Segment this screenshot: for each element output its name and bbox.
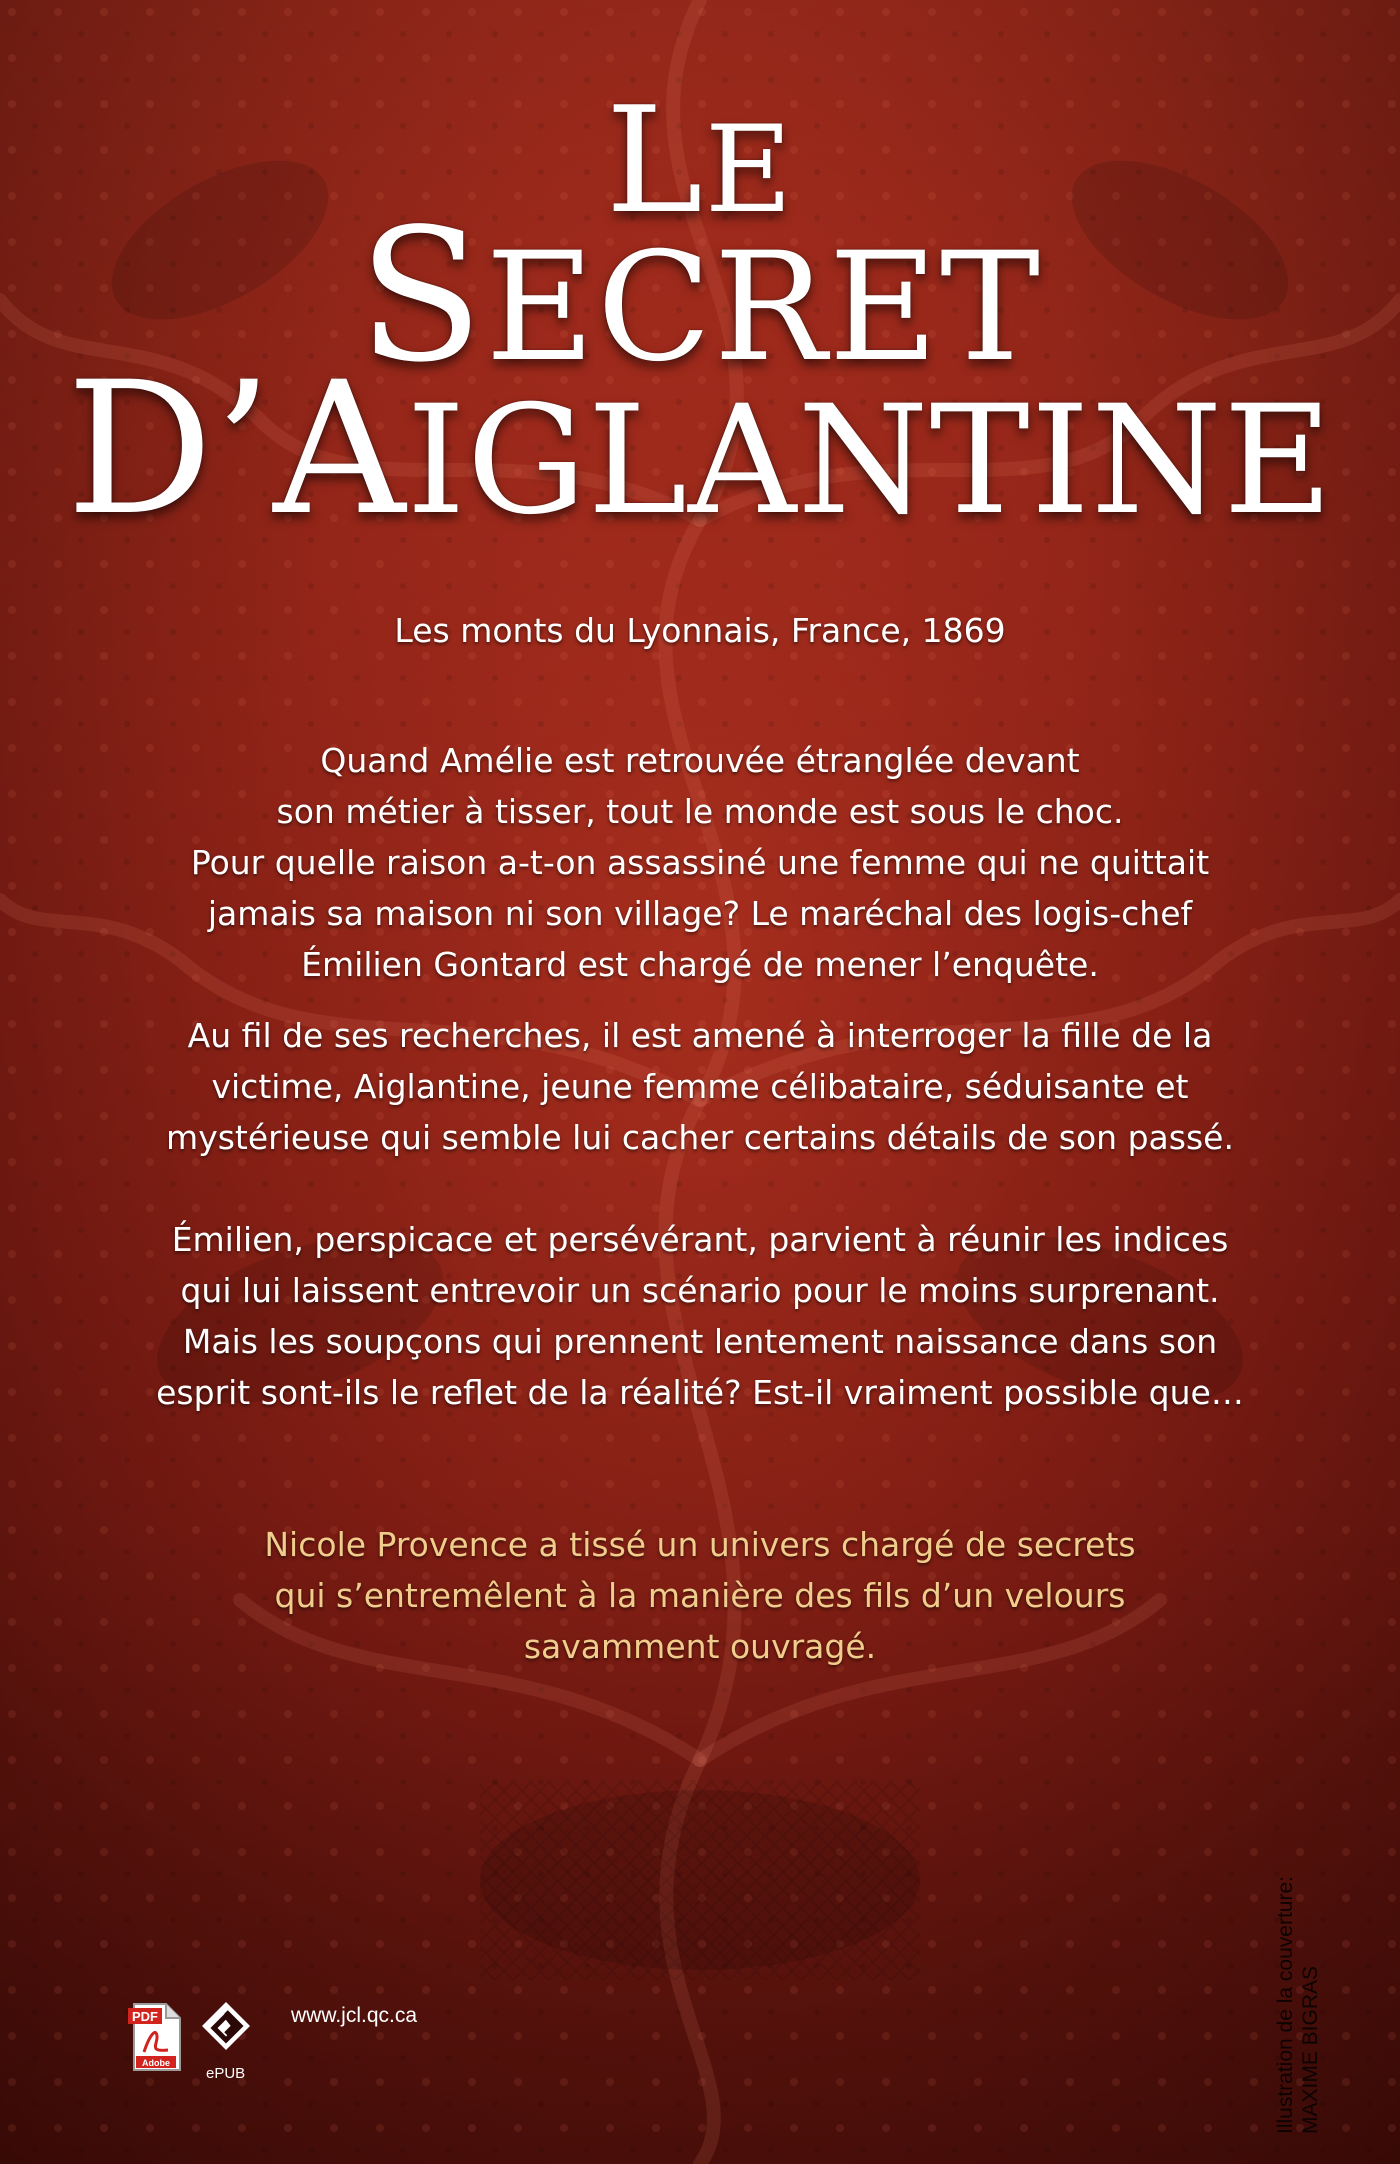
synopsis-paragraph-3: Émilien, perspicace et persévérant, parvient à réunir les indices qui lui laissent entrevoir un scénario pour le moins surprenant. Mais les soupçons qui prennent lentement naissance dans son esprit sont-ils le reflet de la réalité? Est-il vraiment possible que… [156, 1220, 1244, 1412]
epub-label: ePUB [206, 2065, 246, 2082]
synopsis-paragraph-2: Au fil de ses recherches, il est amené à interroger la fille de la victime, Aiglantine, jeune femme célibataire, séduisante et mystérieuse qui semble lui cacher certains détails de son passé. [166, 1016, 1234, 1157]
tagline: Nicole Provence a tissé un univers chargé de secrets qui s’entremêlent à la manière des fils d’un velours savamment ouvragé. [264, 1525, 1136, 1666]
adobe-pdf-icon [128, 2000, 184, 2074]
title-line-3: D’AIGLANTINE [66, 343, 1334, 556]
cover-illustration-credit: Illustration de la couverture: MAXIME BIGRAS [1274, 1876, 1322, 2134]
title-line-2: SECRET [357, 190, 1043, 403]
setting-line: Les monts du Lyonnais, France, 1869 [394, 611, 1006, 650]
pdf-badge-text: PDF [132, 2009, 158, 2024]
epub-icon [200, 2000, 252, 2058]
title-line-1: LE [605, 75, 795, 246]
pdf-brand-text: Adobe [142, 2058, 170, 2068]
synopsis-paragraph-1: Quand Amélie est retrouvée étranglée devant son métier à tisser, tout le monde est sous le choc. Pour quelle raison a-t-on assassiné une femme qui ne quittait jamais sa maison ni son village? Le maréchal des logis-chef Émilien Gontard est chargé de mener l’enquête. [190, 741, 1210, 984]
publisher-website[interactable]: www.jcl.qc.ca [291, 2004, 418, 2027]
